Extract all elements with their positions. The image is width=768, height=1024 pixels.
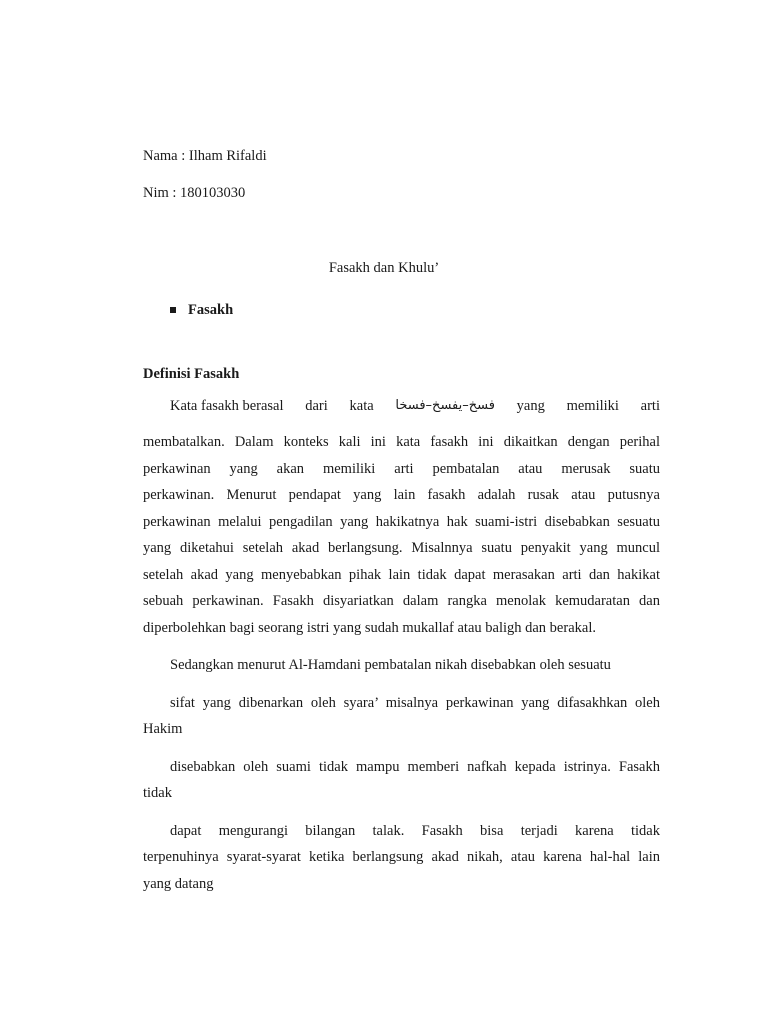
paragraph-1-line: yang diketahui setelah akad berlangsung. Misalnnya suatu penyakit yang muncul bbox=[143, 540, 660, 556]
paragraph-5-line-2: terpenuhinya syarat-syarat ketika berlangsung akad nikah, atau karena hal-hal lain bbox=[143, 849, 660, 865]
paragraph-2: Sedangkan menurut Al-Hamdani pembatalan nikah disebabkan oleh sesuatu bbox=[170, 657, 611, 673]
p1-dari: dari bbox=[305, 398, 328, 414]
p1-yang: yang bbox=[516, 398, 545, 414]
bullet-square-icon bbox=[170, 307, 176, 313]
p1-start: Kata fasakh berasal bbox=[170, 398, 284, 414]
p1-arti: arti bbox=[640, 398, 660, 414]
paragraph-1-line: perkawinan melalui pengadilan yang hakikatnya hak suami-istri disebabkan sesuatu bbox=[143, 514, 660, 530]
section-heading: Definisi Fasakh bbox=[143, 366, 240, 382]
document-title: Fasakh dan Khulu’ bbox=[328, 260, 440, 276]
paragraph-3-line-2: Hakim bbox=[143, 721, 183, 737]
paragraph-3-line-1: sifat yang dibenarkan oleh syara’ misalnya perkawinan yang difasakhkan oleh bbox=[170, 695, 660, 711]
paragraph-5-line-1: dapat mengurangi bilangan talak. Fasakh bisa terjadi karena tidak bbox=[170, 823, 660, 839]
bullet-label: Fasakh bbox=[188, 302, 234, 318]
paragraph-1-line: diperbolehkan bagi seorang istri yang sudah mukallaf atau baligh dan berakal. bbox=[143, 620, 596, 636]
bullet-item-fasakh bbox=[170, 300, 233, 320]
paragraph-1-line: setelah akad yang menyebabkan pihak lain tidak dapat merasakan arti dan hakikat bbox=[143, 567, 660, 583]
paragraph-4-line-2: tidak bbox=[143, 785, 172, 801]
paragraph-4-line-1: disebabkan oleh suami tidak mampu memberi nafkah kepada istrinya. Fasakh bbox=[170, 759, 660, 775]
p1-memiliki: memiliki bbox=[566, 398, 619, 414]
paragraph-1-line: membatalkan. Dalam konteks kali ini kata fasakh ini dikaitkan dengan perihal bbox=[143, 434, 660, 450]
arabic-term: فسخ–يفسخ–فسخا bbox=[395, 398, 495, 413]
student-name: Nama : Ilham Rifaldi bbox=[143, 148, 267, 164]
paragraph-1-line: sebuah perkawinan. Fasakh disyariatkan dalam rangka menolak kemudaratan dan bbox=[143, 593, 660, 609]
paragraph-5-line-3: yang datang bbox=[143, 876, 214, 892]
student-nim: Nim : 180103030 bbox=[143, 185, 246, 201]
paragraph-1-line-1 bbox=[143, 396, 660, 416]
p1-kata: kata bbox=[349, 398, 374, 414]
paragraph-1-line: perkawinan. Menurut pendapat yang lain fasakh adalah rusak atau putusnya bbox=[143, 487, 660, 503]
paragraph-1-line: perkawinan yang akan memiliki arti pembatalan atau merusak suatu bbox=[143, 461, 660, 477]
